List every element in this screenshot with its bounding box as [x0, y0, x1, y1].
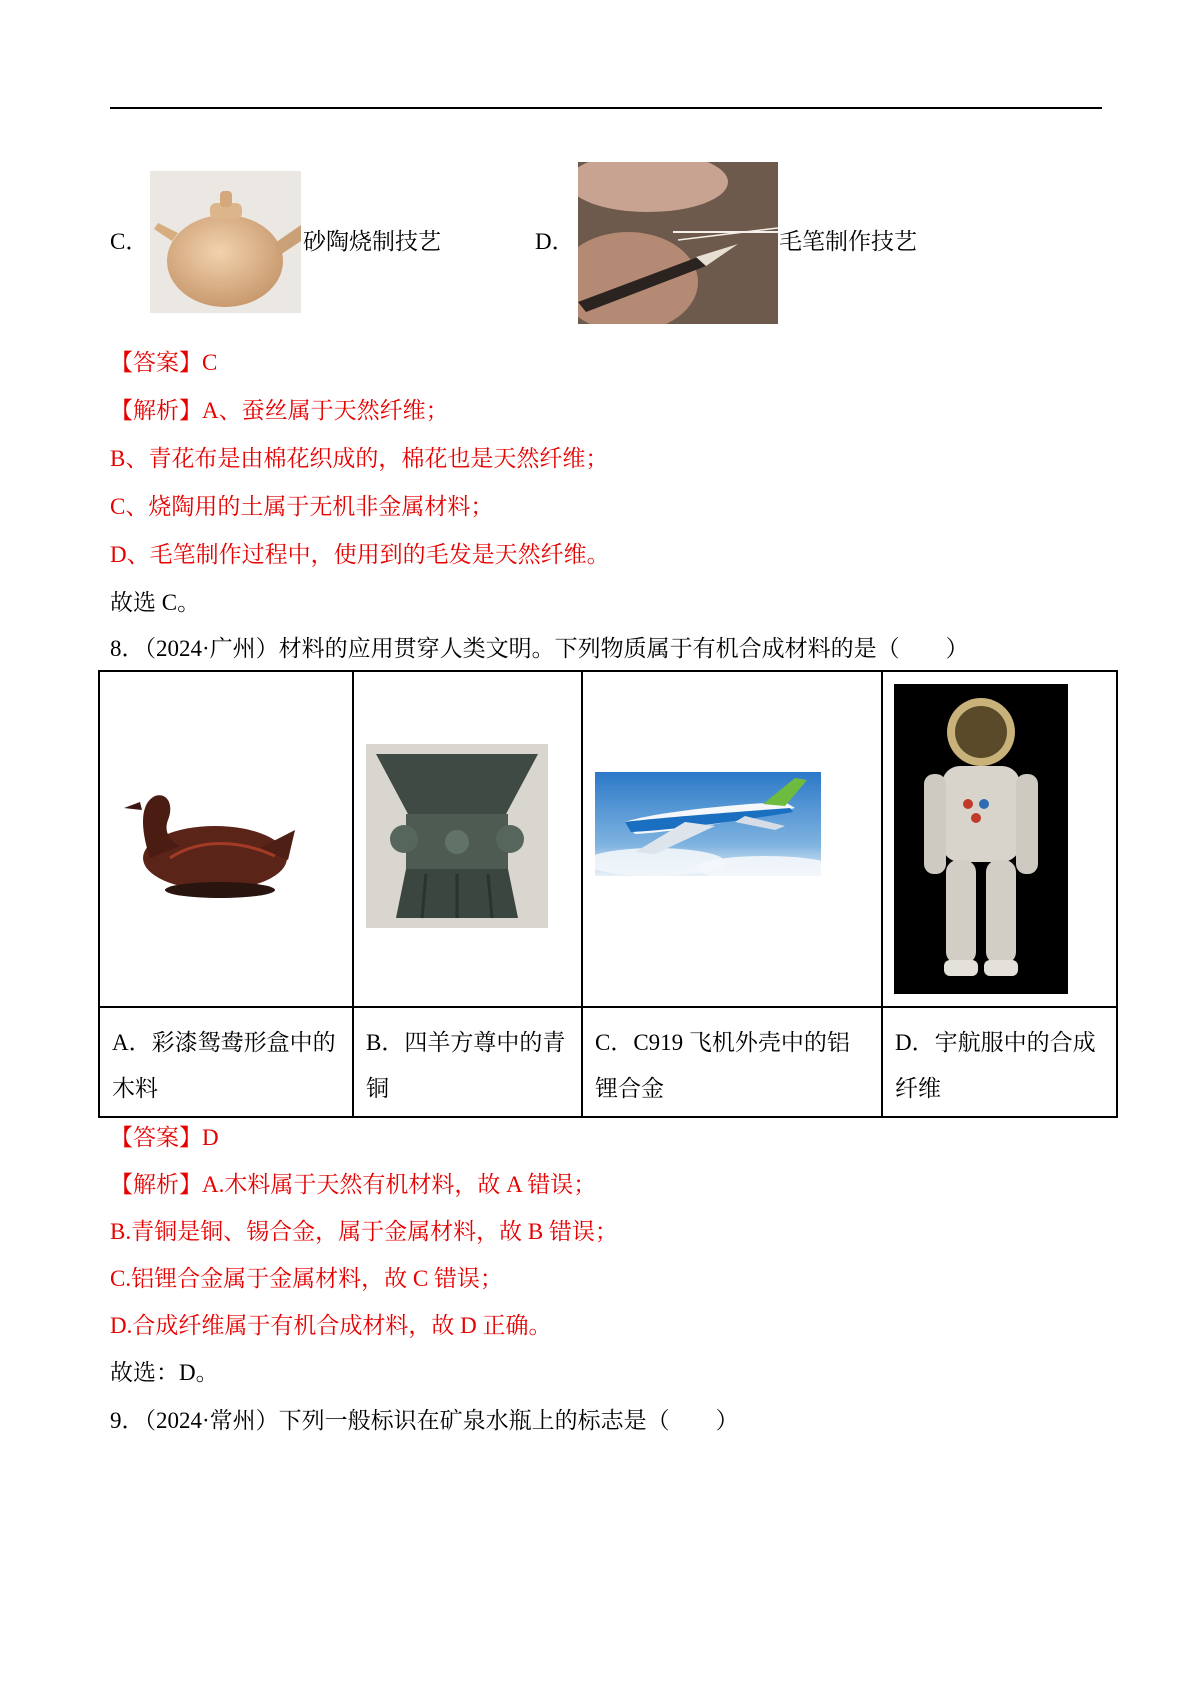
q8-option-a-line2: 木料: [112, 1076, 158, 1101]
option-c-caption: 砂陶烧制技艺: [303, 229, 441, 254]
q8-analysis-2: B.青铜是铜、锡合金，属于金属材料，故 B 错误；: [110, 1219, 618, 1244]
q8-option-b-line2: 铜: [366, 1076, 389, 1101]
q8-conclusion: 故选：D。: [110, 1360, 219, 1385]
q8-answer: 【答案】D: [110, 1125, 219, 1150]
q8-image-cell-c: [582, 671, 882, 1007]
option-d-letter: D．: [535, 229, 575, 254]
q7-answer: 【答案】C: [110, 350, 218, 375]
q8-option-a-line1: A．彩漆鸳鸯形盒中的: [112, 1030, 336, 1055]
q8-analysis-4: D.合成纤维属于有机合成材料，故 D 正确。: [110, 1313, 552, 1338]
q8-image-cell-a: [99, 671, 353, 1007]
q8-option-d-line2: 纤维: [895, 1076, 941, 1101]
teapot-image: [150, 171, 301, 313]
spacesuit-image: [894, 684, 1068, 994]
q8-option-c: [582, 1007, 882, 1117]
q8-option-b-line1: B．四羊方尊中的青: [366, 1030, 566, 1055]
q8-option-c-line2: 锂合金: [595, 1076, 664, 1101]
q8-image-cell-d: [882, 671, 1117, 1007]
q8-analysis-3: C.铝锂合金属于金属材料，故 C 错误；: [110, 1266, 503, 1291]
q7-conclusion: 故选 C。: [110, 590, 201, 615]
q9-question: 9．（2024·常州）下列一般标识在矿泉水瓶上的标志是（ ）: [110, 1408, 739, 1433]
q7-analysis-3: C、烧陶用的土属于无机非金属材料；: [110, 494, 494, 519]
q8-option-a: [99, 1007, 353, 1117]
option-d-caption: 毛笔制作技艺: [779, 229, 917, 254]
q7-analysis-1: 【解析】A、蚕丝属于天然纤维；: [110, 398, 449, 423]
brush-making-image: [578, 162, 778, 324]
q8-options-table: [98, 670, 1118, 1118]
q8-option-d: [882, 1007, 1117, 1117]
q8-option-c-line1: C．C919 飞机外壳中的铝: [595, 1030, 850, 1055]
q8-option-d-line1: D．宇航服中的合成: [895, 1030, 1096, 1055]
q7-analysis-2: B、青花布是由棉花织成的，棉花也是天然纤维；: [110, 446, 609, 471]
q8-question: 8．（2024·广州）材料的应用贯穿人类文明。下列物质属于有机合成材料的是（ ）: [110, 636, 969, 661]
q7-analysis-4: D、毛笔制作过程中，使用到的毛发是天然纤维。: [110, 542, 610, 567]
q8-analysis-1: 【解析】A.木料属于天然有机材料，故 A 错误；: [110, 1172, 597, 1197]
q8-image-cell-b: [353, 671, 582, 1007]
q8-option-b: [353, 1007, 582, 1117]
option-c-letter: C．: [110, 229, 149, 254]
c919-aircraft-image: [595, 772, 821, 876]
header-rule: [110, 107, 1102, 109]
bronze-zun-image: [366, 744, 548, 928]
duck-box-image: [110, 768, 300, 908]
